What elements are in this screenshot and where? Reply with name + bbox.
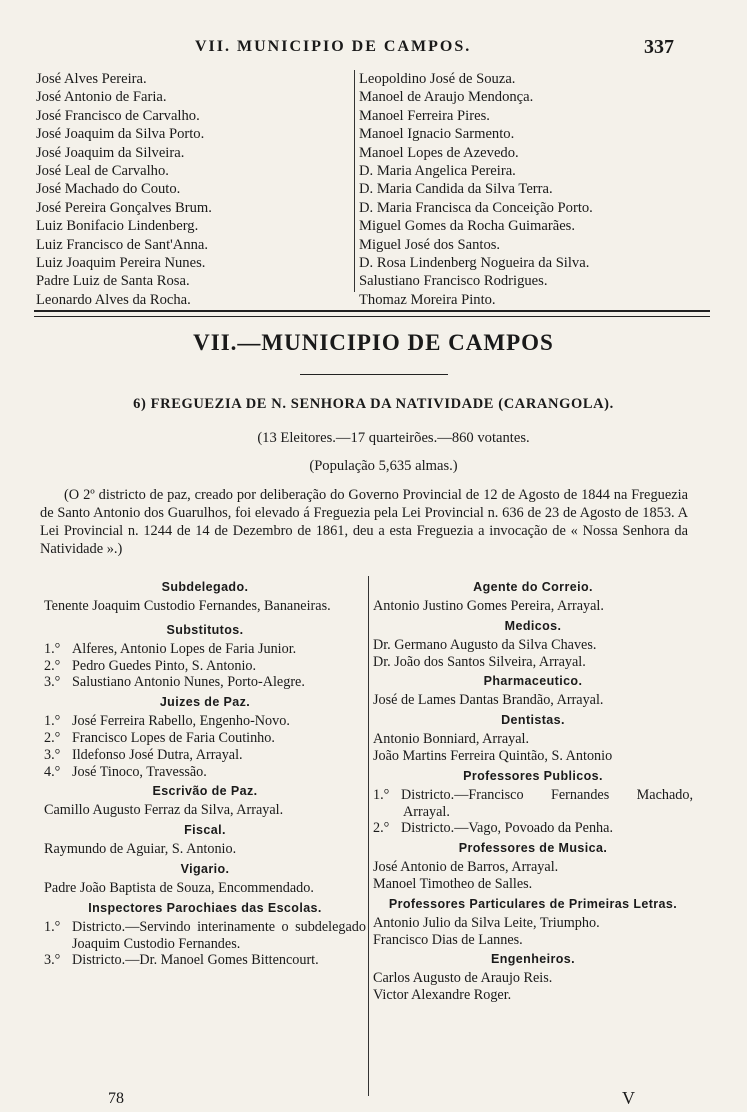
list-item: Antonio Bonniard, Arrayal. <box>373 731 530 748</box>
juizes-header: Juizes de Paz. <box>159 695 251 710</box>
subdelegado-entry: Tenente Joaquim Custodio Fernandes, Bananeiras. <box>44 598 331 614</box>
list-item: Miguel Gomes da Rocha Guimarães. <box>359 218 576 235</box>
list-item: José Leal de Carvalho. <box>36 163 169 180</box>
item-number: 4.° <box>44 763 61 780</box>
dentistas-header: Dentistas. <box>501 713 565 728</box>
right-directory-column <box>368 576 693 1096</box>
list-item: Antonio Julio da Silva Leite, Triumpho. <box>373 914 600 931</box>
list-item <box>44 952 366 969</box>
list-item <box>44 674 366 691</box>
list-item: Leopoldino José de Souza. <box>359 71 516 87</box>
pharmaceutico-header: Pharmaceutico. <box>483 674 583 689</box>
pharmaceutico-entry: José de Lames Dantas Brandão, Arrayal. <box>373 692 604 709</box>
list-item: Manoel Timotheo de Salles. <box>373 875 533 892</box>
list-item: José Francisco de Carvalho. <box>36 107 200 124</box>
professores-musica-header: Professores de Musica. <box>458 841 608 856</box>
list-item <box>373 820 693 837</box>
list-item: Dr. Germano Augusto da Silva Chaves. <box>373 636 597 653</box>
item-text: Districto.—Servindo interinamente o subdelegado Joaquim Custodio Fernandes. <box>72 918 366 952</box>
item-text: Districto.—Francisco Fernandes Machado, Arrayal. <box>401 786 693 820</box>
agente-header: Agente do Correio. <box>473 580 593 594</box>
signature-mark-right: V <box>622 1088 635 1108</box>
top-left-column <box>36 70 346 309</box>
list-item <box>44 747 366 764</box>
list-item: José Joaquim da Silva Porto. <box>36 126 205 143</box>
list-item: D. Maria Angelica Pereira. <box>359 163 516 180</box>
list-item: D. Maria Francisca da Conceição Porto. <box>359 199 593 216</box>
item-number: 3.° <box>44 674 61 691</box>
list-item: Manoel Ignacio Sarmento. <box>359 126 515 143</box>
item-number: 2.° <box>44 729 61 746</box>
item-text: Pedro Guedes Pinto, S. Antonio. <box>72 657 257 674</box>
item-number: 1.° <box>44 713 61 730</box>
list-item: Luiz Francisco de Sant'Anna. <box>36 236 209 253</box>
list-item: José Machado do Couto. <box>36 181 181 198</box>
item-number: 3.° <box>44 746 61 763</box>
item-text: Ildefonso José Dutra, Arrayal. <box>72 746 243 763</box>
list-item: Manoel Ferreira Pires. <box>359 107 490 124</box>
item-number: 1.° <box>373 786 390 803</box>
item-number: 1.° <box>44 918 61 935</box>
list-item: Padre Luiz de Santa Rosa. <box>36 273 190 290</box>
list-item: João Martins Ferreira Quintão, S. Antonio <box>373 747 613 764</box>
item-number: 2.° <box>44 657 61 674</box>
title-underline <box>300 374 448 375</box>
parish-title: 6) FREGUEZIA DE N. SENHORA DA NATIVIDADE (CARANGOLA). <box>133 396 614 412</box>
fiscal-entry: Raymundo de Aguiar, S. Antonio. <box>44 841 237 858</box>
list-item: D. Rosa Lindenberg Nogueira da Silva. <box>359 255 590 272</box>
list-item: Francisco Dias de Lannes. <box>373 931 523 948</box>
fiscal-header: Fiscal. <box>184 823 226 838</box>
item-text: José Ferreira Rabello, Engenho-Novo. <box>72 713 290 730</box>
list-item <box>44 919 366 953</box>
list-item: José Pereira Gonçalves Brum. <box>36 199 212 216</box>
list-item <box>44 713 366 730</box>
list-item: Manoel Lopes de Azevedo. <box>359 144 519 161</box>
professores-publicos-header: Professores Publicos. <box>463 768 603 783</box>
inspectores-header: Inspectores Parochiaes das Escolas. <box>88 900 322 915</box>
running-head-title: VII. MUNICIPIO DE CAMPOS. <box>195 38 472 55</box>
list-item: José Antonio de Faria. <box>36 89 167 106</box>
item-text: Districto.—Vago, Povoado da Penha. <box>401 820 613 837</box>
item-text: Francisco Lopes de Faria Coutinho. <box>72 729 275 746</box>
page-number: 337 <box>644 36 674 58</box>
parish-stats: (13 Eleitores.—17 quarteirões.—860 votantes. <box>257 430 530 446</box>
item-number: 2.° <box>373 820 390 837</box>
running-head <box>0 36 747 60</box>
double-rule-divider <box>34 310 710 317</box>
engenheiros-header: Engenheiros. <box>491 952 575 967</box>
professores-particulares-header: Professores Particulares de Primeiras Letras. <box>388 896 678 911</box>
top-right-column <box>354 70 719 308</box>
list-item: Leonardo Alves da Rocha. <box>36 291 191 308</box>
list-item <box>44 641 366 658</box>
item-text: Salustiano Antonio Nunes, Porto-Alegre. <box>72 674 305 691</box>
list-item: Victor Alexandre Roger. <box>373 987 512 1004</box>
list-item: José Antonio de Barros, Arrayal. <box>373 859 559 876</box>
item-text: José Tinoco, Travessão. <box>72 763 207 780</box>
left-directory-column <box>44 576 366 969</box>
list-item: D. Maria Candida da Silva Terra. <box>359 181 553 198</box>
vigario-entry: Padre João Baptista de Souza, Encommendado. <box>44 879 314 896</box>
list-item: Luiz Joaquim Pereira Nunes. <box>36 255 206 272</box>
item-text: Districto.—Dr. Manoel Gomes Bittencourt. <box>72 952 319 969</box>
subdelegado-header: Subdelegado. <box>161 580 249 594</box>
list-item: Thomaz Moreira Pinto. <box>359 291 496 308</box>
item-number: 1.° <box>44 640 61 657</box>
list-item <box>44 730 366 747</box>
substitutos-header: Substitutos. <box>166 622 244 637</box>
list-item: José Alves Pereira. <box>36 71 147 87</box>
signature-mark-left: 78 <box>108 1090 124 1107</box>
list-item <box>373 787 693 821</box>
list-item: Manoel de Araujo Mendonça. <box>359 89 534 106</box>
list-item: Miguel José dos Santos. <box>359 236 501 253</box>
list-item <box>44 764 366 781</box>
list-item: Salustiano Francisco Rodrigues. <box>359 273 548 290</box>
escrivao-header: Escrivão de Paz. <box>152 784 258 799</box>
parish-note: (O 2º districto de paz, creado por deliberação do Governo Provincial de 12 de Agosto de 1844 na Freguezia de Santo Antonio dos Guarulhos, foi elevado á Freguezia pela Lei Provincial n. 636 de 23 de Agosto de 1853. A Lei Provincial n. 1244 de 14 de Dezembro de 1861, deu a esta Freguezia a invocação de « Nossa Senhora da Natividade ».) <box>40 487 688 557</box>
section-title: VII.—MUNICIPIO DE CAMPOS <box>193 330 554 355</box>
agente-entry: Antonio Justino Gomes Pereira, Arrayal. <box>373 598 604 614</box>
medicos-header: Medicos. <box>504 618 562 633</box>
list-item: Dr. João dos Santos Silveira, Arrayal. <box>373 653 586 670</box>
escrivao-entry: Camillo Augusto Ferraz da Silva, Arrayal. <box>44 802 284 819</box>
list-item: Carlos Augusto de Araujo Reis. <box>373 970 553 987</box>
list-item <box>44 658 366 675</box>
vigario-header: Vigario. <box>180 861 230 876</box>
list-item: Luiz Bonifacio Lindenberg. <box>36 218 199 235</box>
item-number: 3.° <box>44 952 61 969</box>
item-text: Alferes, Antonio Lopes de Faria Junior. <box>72 640 297 657</box>
list-item: José Joaquim da Silveira. <box>36 144 185 161</box>
parish-population: (População 5,635 almas.) <box>309 458 458 474</box>
